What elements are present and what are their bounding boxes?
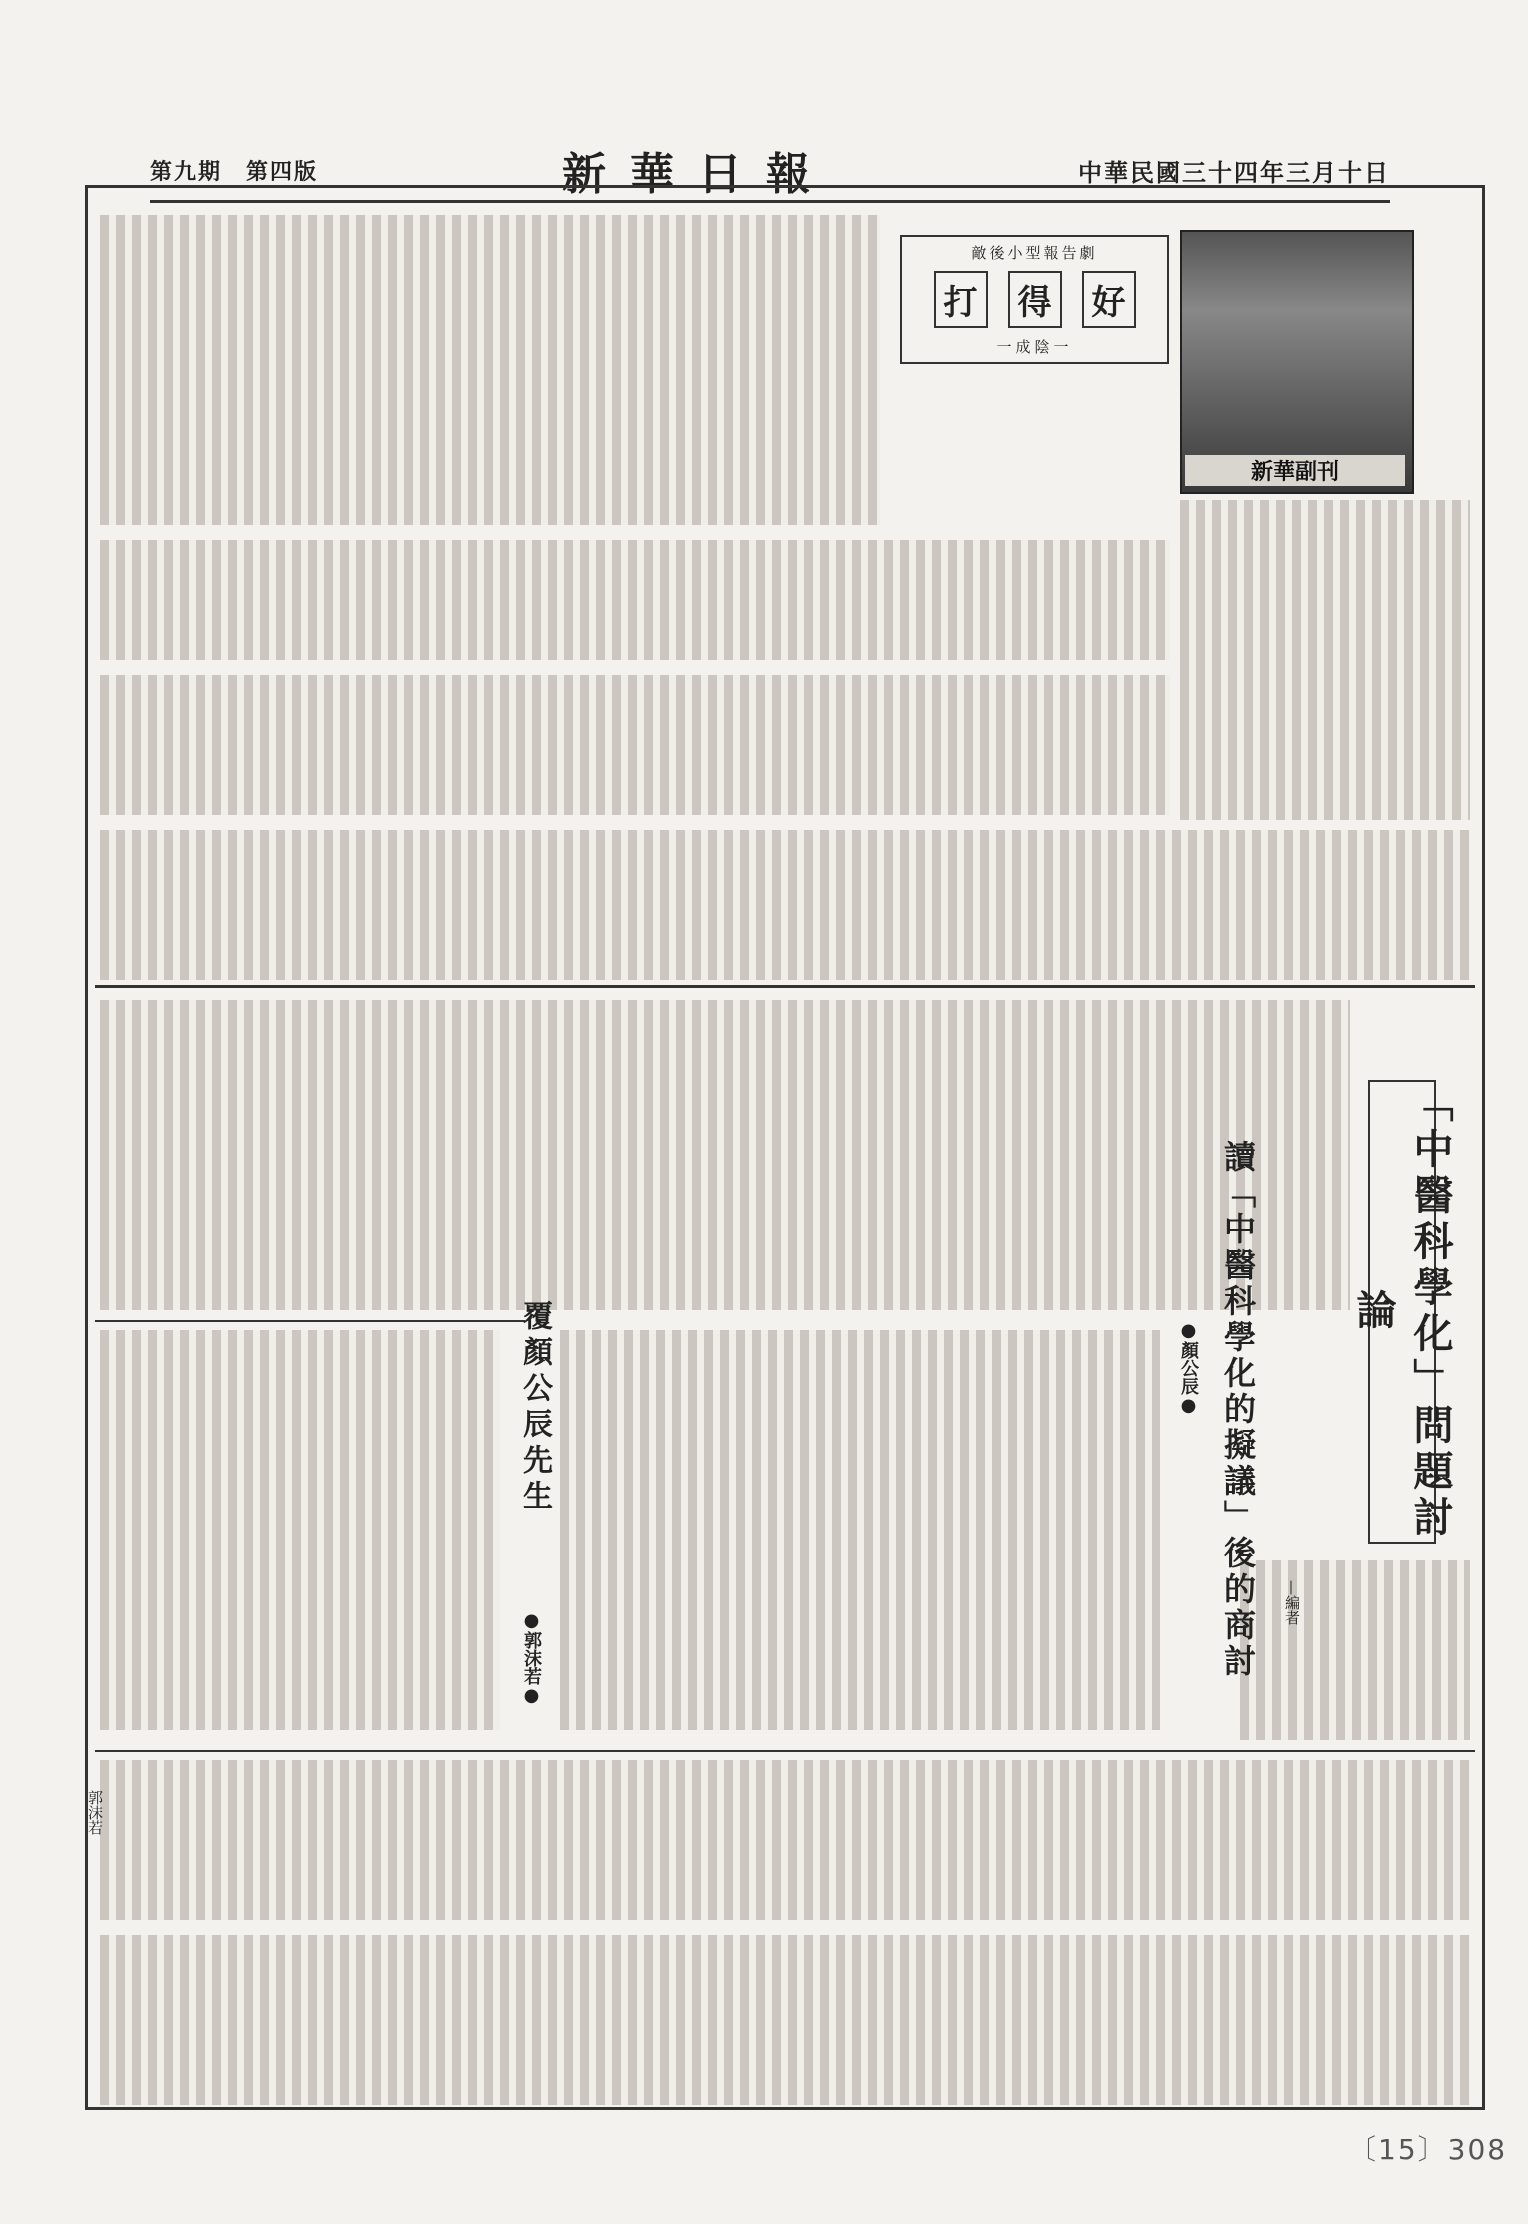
article-text-block bbox=[1240, 1560, 1470, 1740]
article2-byline: ●顏公辰● bbox=[1178, 1320, 1199, 1416]
ad-title-char: 好 bbox=[1082, 271, 1136, 328]
article3-heading: 覆顏公辰先生 bbox=[517, 1300, 552, 1516]
article-text-block bbox=[100, 1760, 1470, 1920]
ad-title-char: 打 bbox=[934, 271, 988, 328]
issue-line: 第九期 第四版 bbox=[150, 158, 319, 185]
play-text-block-1 bbox=[100, 215, 880, 525]
article1-heading: 「中醫科學化」問題討論 bbox=[1350, 1082, 1454, 1542]
article3-sign: 郭沫若 bbox=[86, 1790, 104, 1835]
play-text-block-3 bbox=[100, 675, 1170, 815]
ad-header: 敵後小型報告劇 bbox=[971, 244, 1098, 262]
article-text-block bbox=[100, 1000, 1350, 1310]
editor-sign: —編者 bbox=[1283, 1580, 1301, 1625]
play-text-block-2 bbox=[100, 540, 1170, 660]
divider-line bbox=[95, 1320, 525, 1322]
page-number: 〔15〕308 bbox=[1348, 2133, 1508, 2166]
article-text-block bbox=[560, 1330, 1160, 1730]
article-text-block bbox=[100, 1935, 1470, 2105]
article-text-block bbox=[100, 1330, 500, 1730]
divider-line bbox=[95, 1750, 1475, 1752]
article3-byline: ●郭沫若● bbox=[521, 1610, 542, 1706]
ad-image-caption: 新華副刊 bbox=[1185, 455, 1405, 486]
play-text-block-4 bbox=[100, 830, 1470, 980]
article2-heading: 讀「中醫科學化的擬議」後的商討 bbox=[1219, 1140, 1257, 1680]
date-line: 中華民國三十四年三月十日 bbox=[1077, 157, 1390, 187]
paper-name: 新華日報 bbox=[562, 149, 834, 200]
ad-box bbox=[900, 235, 1169, 364]
ad-title-char: 得 bbox=[1008, 271, 1062, 328]
ad-title bbox=[934, 271, 1136, 328]
ad-author: 一成陰一 bbox=[996, 338, 1073, 356]
play-text-block-5 bbox=[1180, 500, 1470, 820]
